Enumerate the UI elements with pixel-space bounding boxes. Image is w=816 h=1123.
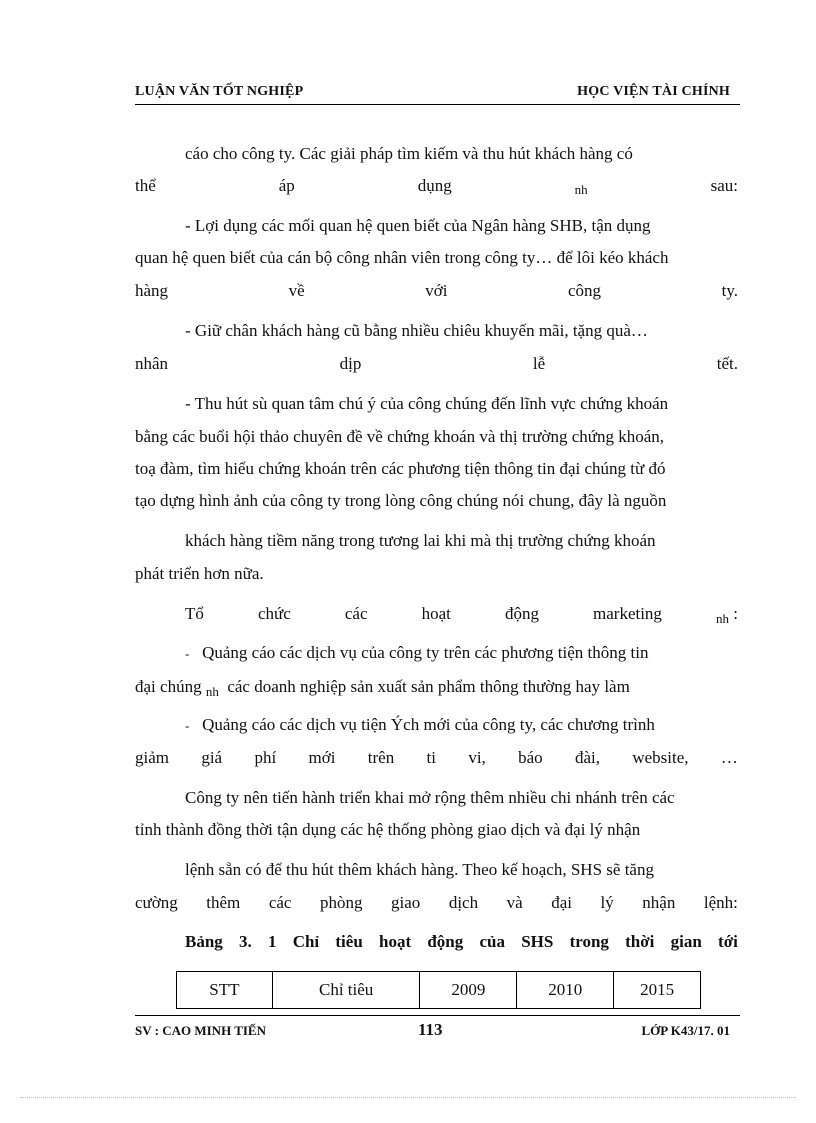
table-header-cell: STT bbox=[177, 972, 273, 1009]
text-line: quan hệ quen biết của cán bộ công nhân viên trong công ty… để lôi kéo khách bbox=[135, 248, 669, 267]
page-footer bbox=[135, 1015, 740, 1046]
table-header-row bbox=[177, 972, 701, 1009]
text-line: - Lợi dụng các mối quan hệ quen biết của Ngân hàng SHB, tận dụng bbox=[185, 216, 651, 235]
page-header bbox=[135, 82, 740, 105]
bullet-mark: - bbox=[185, 718, 190, 733]
page-edge-divider bbox=[20, 1097, 796, 1098]
text-line: toạ đàm, tìm hiểu chứng khoán trên các phương tiện thông tin đại chúng từ đó bbox=[135, 459, 666, 478]
bullet-item: - Quảng cáo các dịch vụ của công ty trên các phương tiện thông tin bbox=[185, 643, 649, 662]
table-header-cell: Chỉ tiêu bbox=[272, 972, 420, 1009]
text-line-justified: cường thêm các phòng giao dịch và đại lý nhận lệnh: bbox=[135, 893, 738, 912]
text-line-justified: thể áp dụng nh sau: bbox=[135, 176, 738, 197]
text-line: khách hàng tiềm năng trong tương lai khi mà thị trường chứng khoán bbox=[185, 531, 656, 550]
header-left: LUẬN VĂN TỐT NGHIỆP bbox=[135, 84, 304, 99]
table-caption: Bảng 3. 1 Chỉ tiêu hoạt động của SHS trong thời gian tới bbox=[185, 932, 738, 951]
text-line-justified: nhân dịp lễ tết. bbox=[135, 354, 738, 373]
text-line-justified: Tổ chức các hoạt động marketing $_{nh}$ : bbox=[185, 604, 738, 626]
indicator-table bbox=[176, 971, 701, 1009]
bullet-mark: - bbox=[185, 646, 190, 661]
table-header-cell: 2010 bbox=[517, 972, 614, 1009]
footer-class: LỚP K43/17. 01 bbox=[641, 1023, 730, 1038]
header-right: HỌC VIỆN TÀI CHÍNH bbox=[577, 84, 730, 99]
text-line: tạo dựng hình ảnh của công ty trong lòng công chúng nói chung, đây là nguồn bbox=[135, 491, 667, 510]
text-line-justified: hàng về với công ty. bbox=[135, 281, 738, 300]
text-line-justified: giảm giá phí mới trên ti vi, báo đài, website, … bbox=[135, 748, 738, 767]
table-header-cell: 2009 bbox=[420, 972, 517, 1009]
text-line: Công ty nên tiến hành triển khai mở rộng thêm nhiều chi nhánh trên các bbox=[185, 788, 675, 807]
bullet-item: - Quảng cáo các dịch vụ tiện Ých mới của công ty, các chương trình bbox=[185, 715, 655, 734]
text-line: - Giữ chân khách hàng cũ bằng nhiều chiêu khuyến mãi, tặng quà… bbox=[185, 321, 648, 340]
text-line: tỉnh thành đồng thời tận dụng các hệ thống phòng giao dịch và đại lý nhận bbox=[135, 820, 641, 839]
text-line: bằng các buổi hội thảo chuyên đề về chứng khoán và thị trường chứng khoán, bbox=[135, 427, 665, 446]
text-line: - Thu hút sù quan tâm chú ý của công chúng đến lĩnh vực chứng khoán bbox=[185, 394, 669, 413]
footer-student: SV : CAO MINH TIẾN bbox=[135, 1023, 266, 1038]
text-line: lệnh sẵn có để thu hút thêm khách hàng. Theo kế hoạch, SHS sẽ tăng bbox=[185, 860, 654, 879]
text-line: cáo cho công ty. Các giải pháp tìm kiếm và thu hút khách hàng có bbox=[185, 144, 633, 163]
table-header-cell: 2015 bbox=[614, 972, 701, 1009]
text-line: phát triển hơn nữa. bbox=[135, 564, 264, 583]
page-number: 113 bbox=[418, 1020, 443, 1039]
text-line: đại chúng $_{nh}$ các doanh nghiệp sản xuất sản phẩm thông thường hay làm bbox=[135, 677, 630, 699]
